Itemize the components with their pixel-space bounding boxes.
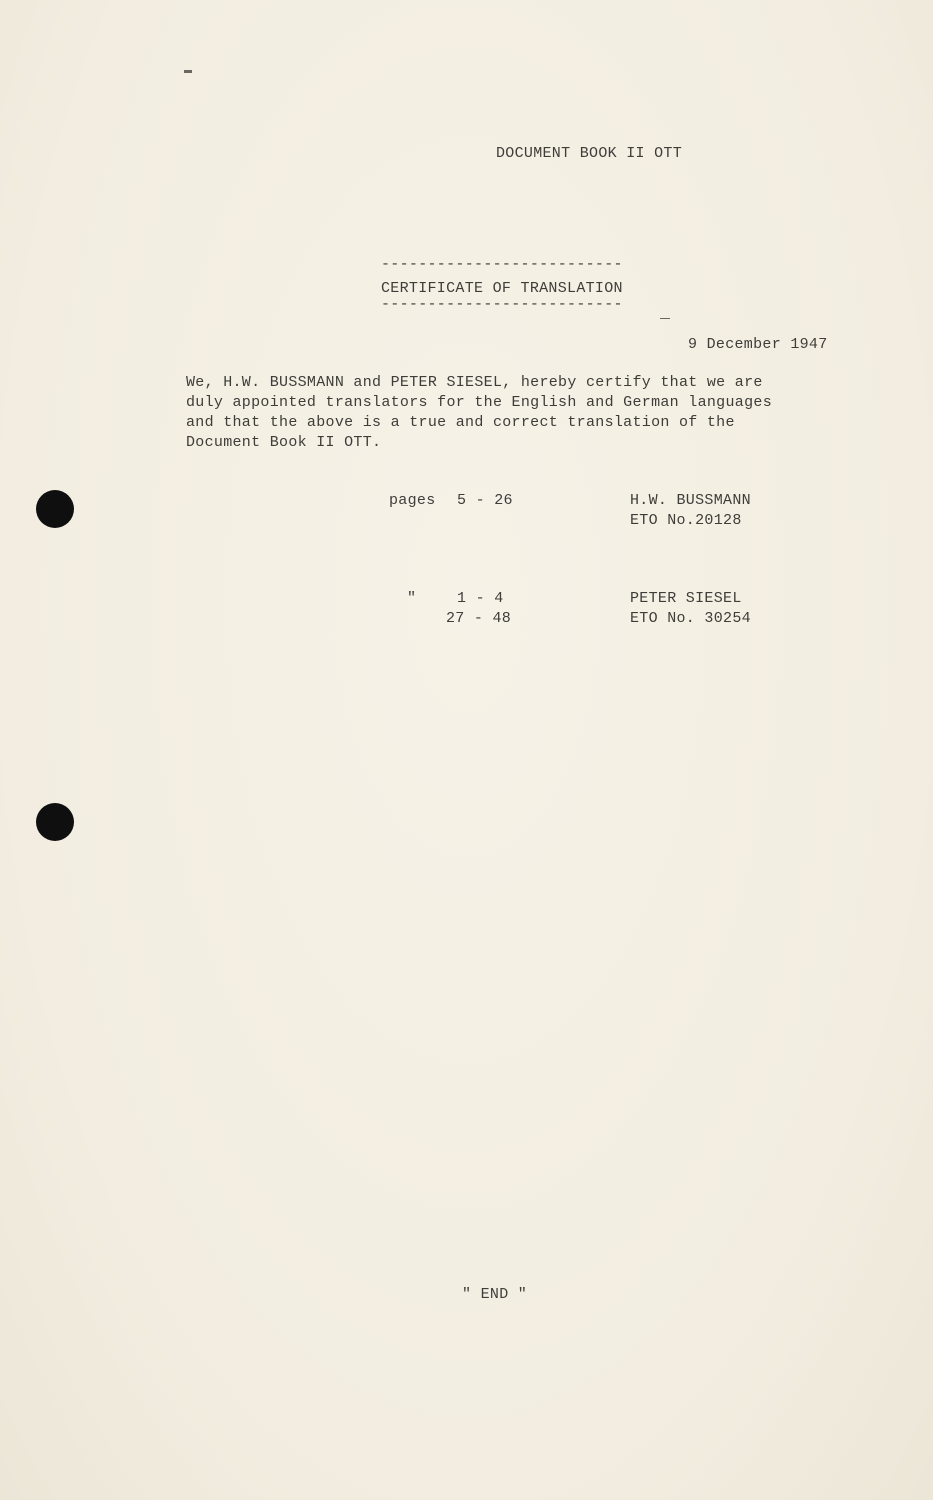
ink-mark (184, 70, 192, 73)
pages-label: pages (389, 492, 436, 509)
title-rule-top: -------------------------- (381, 256, 623, 273)
translator-number: ETO No.20128 (630, 512, 742, 529)
body-line: and that the above is a true and correct translation of the (186, 414, 735, 431)
punch-hole-top (36, 490, 74, 528)
punch-hole-bottom (36, 803, 74, 841)
certificate-date: 9 December 1947 (688, 336, 828, 353)
body-line: We, H.W. BUSSMANN and PETER SIESEL, hereby certify that we are (186, 374, 763, 391)
title-rule-bottom: -------------------------- (381, 296, 623, 313)
translator-number: ETO No. 30254 (630, 610, 751, 627)
document-reference: DOCUMENT BOOK II OTT (496, 145, 683, 162)
page-range: 5 - 26 (457, 492, 513, 509)
page-range: 1 - 4 (457, 590, 504, 607)
ditto-mark: " (407, 590, 417, 607)
translator-name: H.W. BUSSMANN (630, 492, 751, 509)
translator-name: PETER SIESEL (630, 590, 742, 607)
body-line: duly appointed translators for the English and German languages (186, 394, 772, 411)
dash-mark (660, 318, 670, 319)
body-line: Document Book II OTT. (186, 434, 382, 451)
page-range: 27 - 48 (446, 610, 512, 627)
end-marker: " END " (462, 1286, 528, 1303)
certificate-title: CERTIFICATE OF TRANSLATION (381, 280, 623, 297)
